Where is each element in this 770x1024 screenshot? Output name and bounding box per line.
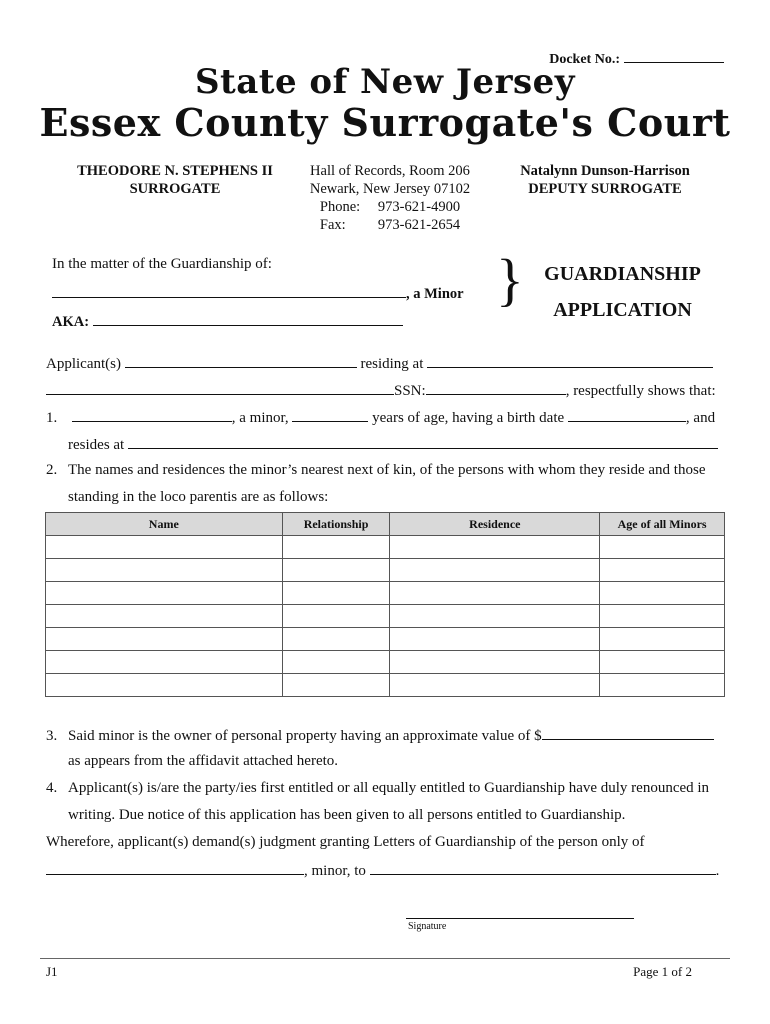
para4-line1 [46, 780, 709, 797]
para1-line1 [46, 408, 715, 427]
deputy-block [500, 162, 710, 198]
age-cell[interactable] [600, 536, 725, 559]
minor-name-final-input[interactable] [46, 861, 304, 875]
relationship-cell[interactable] [282, 605, 390, 628]
header-age: Age of all Minors [600, 513, 725, 536]
para2-line1 [46, 462, 705, 479]
para2-number: 2. [46, 462, 58, 478]
aka-input[interactable] [93, 311, 403, 326]
fax-row [290, 216, 490, 234]
relationship-cell[interactable] [282, 651, 390, 674]
table-row [46, 651, 725, 674]
brace-glyph: } [496, 247, 524, 312]
header-residence: Residence [390, 513, 600, 536]
table-row [46, 628, 725, 651]
residence-cell[interactable] [390, 559, 600, 582]
name-cell[interactable] [46, 605, 283, 628]
ssn-label: SSN: [394, 383, 426, 399]
relationship-cell[interactable] [282, 628, 390, 651]
residence-cell[interactable] [390, 605, 600, 628]
address-continued-input[interactable] [46, 381, 394, 395]
surrogate-block [60, 162, 290, 198]
para2-text: The names and residences the minor’s nearest next of kin, of the persons with whom they reside and those [68, 462, 706, 478]
resides-label: resides at [68, 437, 125, 453]
minor-to-text: , minor, to [304, 863, 366, 879]
para4-line2: writing. Due notice of this application has been given to all persons entitled to Guardianship. [68, 807, 626, 823]
minor-name-row [52, 283, 464, 303]
application-title [530, 256, 715, 328]
residence-cell[interactable] [390, 536, 600, 559]
surrogate-title: SURROGATE [129, 181, 221, 197]
phone-number: 973-621-4900 [377, 199, 461, 215]
relationship-cell[interactable] [282, 559, 390, 582]
docket-label: Docket No.: [549, 52, 620, 67]
residence-cell[interactable] [390, 651, 600, 674]
table-row [46, 536, 725, 559]
deputy-name: Natalynn Dunson-Harrison [520, 163, 690, 179]
para4-number: 4. [46, 780, 58, 796]
birth-date-input[interactable] [568, 408, 686, 422]
residence-cell[interactable] [390, 674, 600, 697]
name-cell[interactable] [46, 559, 283, 582]
surrogate-name: THEODORE N. STEPHENS II [77, 163, 273, 179]
applicants-row [46, 354, 713, 373]
signature-line[interactable] [406, 918, 634, 919]
table-row [46, 674, 725, 697]
name-cell[interactable] [46, 582, 283, 605]
age-cell[interactable] [600, 674, 725, 697]
aka-row [52, 311, 403, 331]
name-cell[interactable] [46, 651, 283, 674]
minor-residence-input[interactable] [128, 435, 718, 449]
title-line1: GUARDIANSHIP [544, 263, 701, 285]
para3-text: Said minor is the owner of personal property having an approximate value of $ [68, 728, 542, 744]
address-block [290, 162, 490, 234]
table-row [46, 605, 725, 628]
period-text: . [715, 863, 720, 879]
age-text: years of age, having a birth date [372, 410, 565, 426]
table-row [46, 559, 725, 582]
minor-label: , a Minor [406, 286, 464, 302]
fax-label: Fax: [319, 217, 346, 233]
footer-divider [40, 958, 730, 959]
residing-input[interactable] [427, 354, 713, 368]
applicants-label: Applicant(s) [46, 356, 121, 372]
para3-line1 [46, 726, 714, 745]
matter-intro: In the matter of the Guardianship of: [52, 256, 272, 272]
address-line1: Hall of Records, Room 206 [310, 163, 470, 179]
wherefore-line2 [46, 861, 719, 880]
relationship-cell[interactable] [282, 582, 390, 605]
court-title: Essex County Surrogate's Court [39, 100, 731, 145]
wherefore-line: Wherefore, applicant(s) demand(s) judgment granting Letters of Guardianship of the person only of [46, 834, 645, 850]
name-cell[interactable] [46, 628, 283, 651]
minor-text: , a minor, [231, 410, 289, 426]
table-row [46, 582, 725, 605]
age-cell[interactable] [600, 559, 725, 582]
header-name: Name [46, 513, 283, 536]
name-cell[interactable] [46, 536, 283, 559]
fax-number: 973-621-2654 [377, 217, 461, 233]
para3-number: 3. [46, 728, 58, 744]
age-cell[interactable] [600, 582, 725, 605]
ssn-input[interactable] [426, 381, 566, 395]
applicants-input[interactable] [125, 354, 357, 368]
residence-cell[interactable] [390, 628, 600, 651]
minor-name-field[interactable] [72, 408, 232, 422]
signature-label: Signature [408, 921, 447, 932]
age-cell[interactable] [600, 605, 725, 628]
name-cell[interactable] [46, 674, 283, 697]
age-cell[interactable] [600, 651, 725, 674]
form-id: J1 [46, 964, 58, 979]
header-relationship: Relationship [282, 513, 390, 536]
relationship-cell[interactable] [282, 536, 390, 559]
phone-label: Phone: [319, 199, 361, 215]
age-cell[interactable] [600, 628, 725, 651]
and-text: , and [685, 410, 716, 426]
guardian-name-input[interactable] [370, 861, 716, 875]
minor-name-input[interactable] [52, 283, 406, 298]
address-line2: Newark, New Jersey 07102 [309, 181, 471, 197]
residence-cell[interactable] [390, 582, 600, 605]
aka-label: AKA: [52, 314, 90, 330]
next-of-kin-table [45, 512, 725, 697]
property-value-input[interactable] [542, 726, 714, 740]
title-line2: APPLICATION [553, 299, 692, 321]
table-header-row [46, 513, 725, 536]
para3-line2: as appears from the affidavit attached hereto. [68, 753, 339, 769]
age-input[interactable] [292, 408, 368, 422]
page-number: Page 1 of 2 [633, 964, 692, 979]
state-title: State of New Jersey [194, 62, 576, 102]
para2-line2: standing in the loco parentis are as follows: [68, 489, 329, 505]
relationship-cell[interactable] [282, 674, 390, 697]
docket-input[interactable] [624, 48, 724, 63]
para1-line2 [68, 435, 718, 454]
phone-row [290, 198, 490, 216]
ssn-row [46, 381, 716, 400]
residing-label: residing at [360, 356, 424, 372]
para4-text: Applicant(s) is/are the party/ies first entitled or all equally entitled to Guardianship have duly renounced in [68, 780, 710, 796]
deputy-title: DEPUTY SURROGATE [528, 181, 682, 197]
shows-label: , respectfully shows that: [565, 383, 716, 399]
para1-number: 1. [46, 410, 58, 426]
